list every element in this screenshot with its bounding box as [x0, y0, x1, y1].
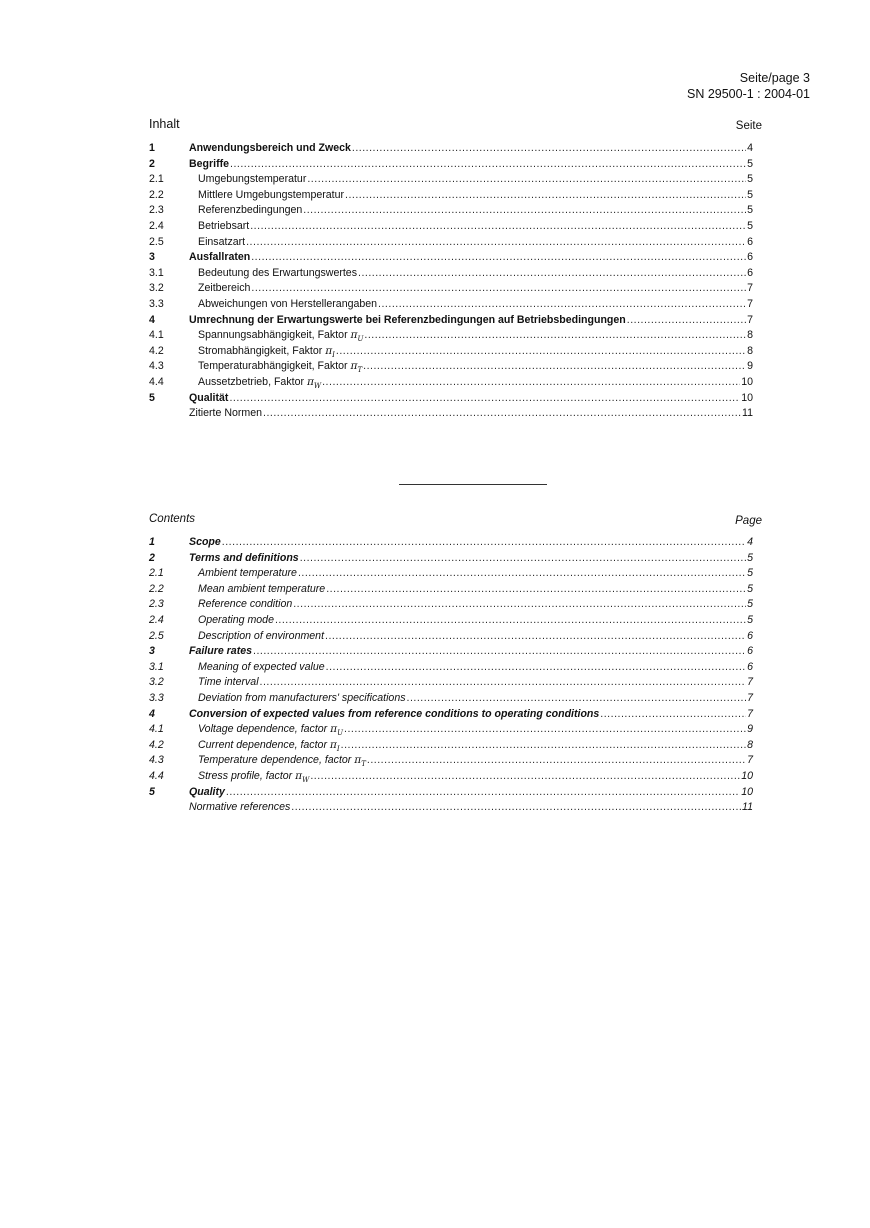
- toc-entry-title-text: Einsatzart: [198, 235, 246, 248]
- toc-entry-number: 4: [149, 313, 155, 326]
- toc-entry-number: 2.4: [149, 219, 164, 232]
- toc-german: [149, 141, 753, 422]
- toc-entry-title-text: Zeitbereich: [198, 282, 251, 295]
- toc-entry-number: 3.3: [149, 691, 164, 704]
- toc-entry[interactable]: [149, 800, 753, 816]
- toc-entry[interactable]: [149, 551, 753, 567]
- pi-factor-symbol: π: [354, 754, 362, 767]
- toc-entry-title: [189, 172, 306, 188]
- toc-entry-title-text: Bedeutung des Erwartungswertes: [198, 266, 357, 279]
- toc-dot-leader: [310, 769, 740, 785]
- toc-dot-leader: [253, 644, 746, 660]
- toc-entry-number: 4.3: [149, 360, 164, 373]
- toc-dot-leader: [352, 141, 746, 157]
- pi-factor-symbol: π: [350, 329, 358, 342]
- pi-factor-subscript: I: [336, 744, 340, 753]
- page-number-label: Seite/page 3: [739, 71, 810, 85]
- toc-entry-page: 5: [747, 219, 753, 232]
- toc-entry-title-text: Scope: [189, 536, 221, 548]
- toc-entry-title-text: Abweichungen von Herstellerangaben: [198, 297, 378, 310]
- pi-factor-symbol: π: [350, 360, 358, 373]
- toc-dot-leader: [378, 297, 746, 313]
- toc-entry-number: 4.4: [149, 769, 164, 782]
- pi-factor-symbol: π: [329, 738, 337, 751]
- toc-entry-title: [189, 597, 292, 613]
- toc-entry-title-text: Umgebungstemperatur: [198, 173, 307, 186]
- toc-entry-page: 6: [747, 266, 753, 279]
- toc-dot-leader: [364, 328, 746, 344]
- pi-factor-subscript: I: [332, 350, 335, 359]
- toc-entry-number: 4: [149, 707, 155, 720]
- toc-entry[interactable]: [149, 359, 753, 375]
- toc-entry-title-text: Umrechnung der Erwartungswerte bei Referenzbedingungen auf Betriebsbedingungen: [189, 313, 626, 326]
- toc-entry[interactable]: [149, 266, 753, 282]
- toc-entry-title: [189, 644, 252, 660]
- toc-entry-number: 2.2: [149, 582, 164, 595]
- section-divider: [399, 484, 547, 485]
- pi-factor-symbol: π: [306, 375, 314, 388]
- toc-entry-page: 7: [747, 676, 753, 689]
- toc-entry-number: 4.1: [149, 723, 164, 736]
- toc-dot-leader: [251, 250, 746, 266]
- toc-entry-title-text: Normative references: [189, 801, 291, 814]
- toc-entry-page: 10: [741, 375, 753, 388]
- toc-entry[interactable]: [149, 753, 753, 769]
- toc-entry-title-text: Description of environment: [198, 629, 325, 642]
- toc-entry-title-text: Begriffe: [189, 157, 230, 170]
- toc-entry-title: [189, 675, 259, 691]
- toc-entry[interactable]: [149, 391, 753, 407]
- toc-entry-number: 2.5: [149, 629, 164, 642]
- toc-entry[interactable]: [149, 141, 753, 157]
- pi-factor-symbol: π: [295, 769, 303, 782]
- toc-entry-number: 4.1: [149, 329, 164, 342]
- toc-dot-leader: [358, 266, 746, 282]
- toc-entry-page: 6: [747, 251, 753, 264]
- toc-entry[interactable]: [149, 344, 753, 360]
- toc-entry-number: 1: [149, 536, 155, 548]
- toc-entry-number: 4.3: [149, 754, 164, 767]
- toc-entry-title-text: Temperaturabhängigkeit, Faktor: [198, 360, 351, 373]
- toc-dot-leader: [326, 582, 746, 598]
- toc-entry-title: [189, 785, 225, 801]
- toc-entry-page: 6: [747, 660, 753, 673]
- toc-entry-page: 5: [747, 188, 753, 201]
- toc-dot-leader: [341, 738, 746, 754]
- toc-entry-number: 2.4: [149, 613, 164, 626]
- toc-entry-page: 7: [747, 282, 753, 295]
- toc-entry[interactable]: [149, 235, 753, 251]
- toc-dot-leader: [344, 722, 746, 738]
- toc-dot-leader: [300, 551, 746, 567]
- toc-entry-page: 11: [742, 801, 753, 814]
- toc-entry-title: [189, 250, 250, 266]
- toc-entry-number: 2.3: [149, 598, 164, 611]
- toc-dot-leader: [627, 313, 746, 329]
- toc-dot-leader: [260, 675, 747, 691]
- toc-entry-title: [189, 235, 245, 251]
- toc-entry-page: 10: [741, 391, 753, 404]
- toc-dot-leader: [307, 172, 746, 188]
- toc-entry-title-text: Anwendungsbereich und Zweck: [189, 142, 351, 154]
- toc-entry-title: [189, 157, 229, 173]
- toc-entry-number: 1: [149, 142, 155, 154]
- toc-entry[interactable]: [149, 769, 753, 785]
- toc-entry-title: [189, 219, 249, 235]
- toc-entry-page: 6: [747, 235, 753, 248]
- toc-entry-title-text: Mittlere Umgebungstemperatur: [198, 188, 345, 201]
- toc-entry-title: [189, 406, 262, 422]
- toc-entry-title-text: Operating mode: [198, 613, 274, 626]
- toc-title-german: Inhalt: [149, 117, 180, 131]
- toc-entry-page: 6: [747, 645, 753, 658]
- toc-entry-page: 5: [747, 567, 753, 580]
- toc-entry-title: [189, 188, 344, 204]
- toc-dot-leader: [322, 375, 740, 391]
- toc-dot-leader: [298, 566, 746, 582]
- toc-entry-number: 4.2: [149, 738, 164, 751]
- toc-entry-page: 5: [747, 598, 753, 611]
- toc-entry-title: [189, 613, 274, 629]
- pi-factor-symbol: π: [325, 344, 333, 357]
- toc-page-heading-german: Seite: [735, 120, 762, 132]
- toc-entry-page: 4: [747, 142, 753, 154]
- toc-dot-leader: [275, 613, 746, 629]
- toc-dot-leader: [600, 707, 746, 723]
- toc-entry[interactable]: [149, 597, 753, 613]
- pi-factor-subscript: U: [357, 335, 364, 344]
- toc-entry-page: 5: [747, 613, 753, 626]
- toc-entry[interactable]: [149, 188, 753, 204]
- pi-factor-subscript: W: [302, 776, 310, 785]
- toc-entry[interactable]: [149, 250, 753, 266]
- toc-entry-title-text: Quality: [189, 785, 225, 798]
- toc-entry-page: 8: [747, 344, 753, 357]
- toc-page-heading-english: Page: [735, 515, 762, 527]
- toc-entry-number: 2.5: [149, 235, 164, 248]
- toc-entry-title-text: Current dependence, factor: [198, 738, 330, 751]
- toc-entry-title: [189, 203, 302, 219]
- toc-entry[interactable]: [149, 157, 753, 173]
- toc-entry[interactable]: [149, 613, 753, 629]
- toc-entry-number: 2: [149, 551, 155, 564]
- toc-entry-page: 5: [747, 551, 753, 564]
- toc-entry[interactable]: [149, 566, 753, 582]
- toc-entry-page: 6: [747, 629, 753, 642]
- toc-entry-title-text: Reference condition: [198, 598, 293, 611]
- toc-dot-leader: [222, 535, 746, 551]
- toc-entry-page: 7: [747, 297, 753, 310]
- toc-dot-leader: [263, 406, 741, 422]
- toc-entry-title-text: Zitierte Normen: [189, 407, 262, 420]
- toc-dot-leader: [345, 188, 746, 204]
- toc-entry-title-text: Spannungsabhängigkeit, Faktor: [198, 329, 351, 342]
- toc-entry-title-text: Stromabhängigkeit, Faktor: [198, 344, 326, 357]
- toc-entry[interactable]: [149, 722, 753, 738]
- pi-factor-subscript: T: [361, 760, 366, 769]
- toc-dot-leader: [363, 359, 746, 375]
- toc-entry-number: 3.1: [149, 660, 164, 673]
- toc-entry-title-text: Qualität: [189, 391, 229, 404]
- toc-entry-number: 2.2: [149, 188, 164, 201]
- toc-entry[interactable]: [149, 406, 753, 422]
- toc-entry-title-text: Failure rates: [189, 645, 253, 658]
- toc-entry[interactable]: [149, 313, 753, 329]
- toc-entry-page: 9: [747, 723, 753, 736]
- toc-title-english: Contents: [149, 513, 196, 525]
- toc-entry-title: [189, 141, 351, 157]
- pi-factor-subscript: W: [313, 382, 322, 391]
- toc-entry-title: [189, 313, 626, 329]
- toc-entry-page: 5: [747, 204, 753, 217]
- toc-entry[interactable]: [149, 691, 753, 707]
- toc-entry-title: [189, 281, 250, 297]
- toc-entry-page: 4: [747, 536, 753, 548]
- toc-entry[interactable]: [149, 582, 753, 598]
- toc-entry-title: [189, 535, 221, 551]
- toc-entry-page: 5: [747, 157, 753, 170]
- toc-dot-leader: [250, 219, 746, 235]
- toc-entry-page: 7: [747, 691, 753, 704]
- toc-dot-leader: [246, 235, 746, 251]
- toc-entry-title-text: Ambient temperature: [198, 567, 297, 580]
- toc-entry[interactable]: [149, 629, 753, 645]
- toc-entry[interactable]: [149, 172, 753, 188]
- toc-entry[interactable]: [149, 281, 753, 297]
- toc-entry-page: 5: [747, 173, 753, 186]
- toc-entry-page: 7: [747, 754, 753, 767]
- toc-entry-page: 5: [747, 582, 753, 595]
- toc-entry-number: 5: [149, 391, 155, 404]
- toc-entry[interactable]: [149, 785, 753, 801]
- toc-entry-title-text: Voltage dependence, factor: [198, 723, 331, 736]
- toc-entry[interactable]: [149, 203, 753, 219]
- toc-dot-leader: [336, 344, 746, 360]
- toc-dot-leader: [326, 660, 746, 676]
- toc-entry[interactable]: [149, 219, 753, 235]
- toc-entry-title-text: Deviation from manufacturers' specifications: [198, 691, 406, 704]
- toc-entry-title-text: Stress profile, factor: [198, 769, 296, 782]
- toc-entry-number: 4.2: [149, 344, 164, 357]
- toc-entry-title-text: Conversion of expected values from reference conditions to operating conditions: [189, 707, 600, 720]
- toc-entry-title: [189, 566, 297, 582]
- toc-english: [149, 535, 753, 816]
- toc-dot-leader: [229, 391, 740, 407]
- toc-entry-page: 10: [741, 785, 753, 798]
- toc-dot-leader: [293, 597, 746, 613]
- standard-number: SN 29500-1 : 2004-01: [686, 87, 810, 101]
- toc-entry-title: [189, 691, 406, 707]
- toc-entry-title: [189, 582, 325, 598]
- toc-entry-title-text: Time interval: [198, 676, 259, 689]
- toc-entry-number: 3.3: [149, 297, 164, 310]
- toc-entry-page: 9: [747, 360, 753, 373]
- toc-entry-title: [189, 660, 325, 676]
- toc-entry[interactable]: [149, 707, 753, 723]
- toc-dot-leader: [226, 785, 740, 801]
- toc-dot-leader: [291, 800, 741, 816]
- toc-entry-number: 3.2: [149, 676, 164, 689]
- toc-entry-number: 2.3: [149, 204, 164, 217]
- toc-entry-title-text: Mean ambient temperature: [198, 582, 326, 595]
- toc-entry-title: [189, 391, 228, 407]
- toc-entry[interactable]: [149, 738, 753, 754]
- toc-entry-title-text: Betriebsart: [198, 219, 250, 232]
- toc-entry[interactable]: [149, 660, 753, 676]
- toc-entry-number: 5: [149, 785, 155, 798]
- toc-entry-number: 2.1: [149, 567, 164, 580]
- pi-factor-subscript: T: [357, 366, 363, 375]
- toc-entry-number: 3.2: [149, 282, 164, 295]
- toc-entry-number: 3.1: [149, 266, 164, 279]
- pi-factor-symbol: π: [330, 723, 338, 736]
- toc-entry-number: 4.4: [149, 375, 164, 388]
- page-header: [687, 70, 810, 102]
- toc-entry-number: 3: [149, 645, 155, 658]
- toc-dot-leader: [303, 203, 746, 219]
- toc-entry[interactable]: [149, 328, 753, 344]
- toc-dot-leader: [251, 281, 746, 297]
- toc-entry-title-text: Meaning of expected value: [198, 660, 325, 673]
- toc-entry[interactable]: [149, 535, 753, 551]
- toc-entry[interactable]: [149, 675, 753, 691]
- toc-entry-title: [189, 707, 599, 723]
- toc-entry-page: 7: [747, 707, 753, 720]
- toc-entry-page: 10: [741, 769, 753, 782]
- toc-entry[interactable]: [149, 375, 753, 391]
- toc-entry[interactable]: [149, 297, 753, 313]
- toc-entry-number: 2.1: [149, 173, 164, 186]
- toc-entry-title-text: Aussetzbetrieb, Faktor: [198, 375, 307, 388]
- toc-entry-page: 7: [747, 313, 753, 326]
- toc-dot-leader: [367, 753, 746, 769]
- toc-entry-title: [189, 800, 290, 816]
- toc-entry-number: 2: [149, 157, 155, 170]
- toc-entry-page: 8: [747, 738, 753, 751]
- toc-dot-leader: [407, 691, 747, 707]
- toc-entry-title: [189, 266, 357, 282]
- toc-entry-number: 3: [149, 251, 155, 264]
- toc-dot-leader: [325, 629, 746, 645]
- toc-entry-title-text: Ausfallraten: [189, 251, 251, 264]
- toc-entry[interactable]: [149, 644, 753, 660]
- toc-entry-title: [189, 629, 324, 645]
- toc-entry-title: [189, 297, 377, 313]
- toc-entry-title-text: Terms and definitions: [189, 551, 299, 564]
- toc-dot-leader: [230, 157, 746, 173]
- pi-factor-subscript: U: [337, 729, 344, 738]
- toc-entry-title: [189, 551, 299, 567]
- toc-entry-title-text: Referenzbedingungen: [198, 204, 303, 217]
- toc-entry-page: 11: [742, 407, 753, 420]
- toc-entry-title-text: Temperature dependence, factor: [198, 754, 355, 767]
- toc-entry-page: 8: [747, 329, 753, 342]
